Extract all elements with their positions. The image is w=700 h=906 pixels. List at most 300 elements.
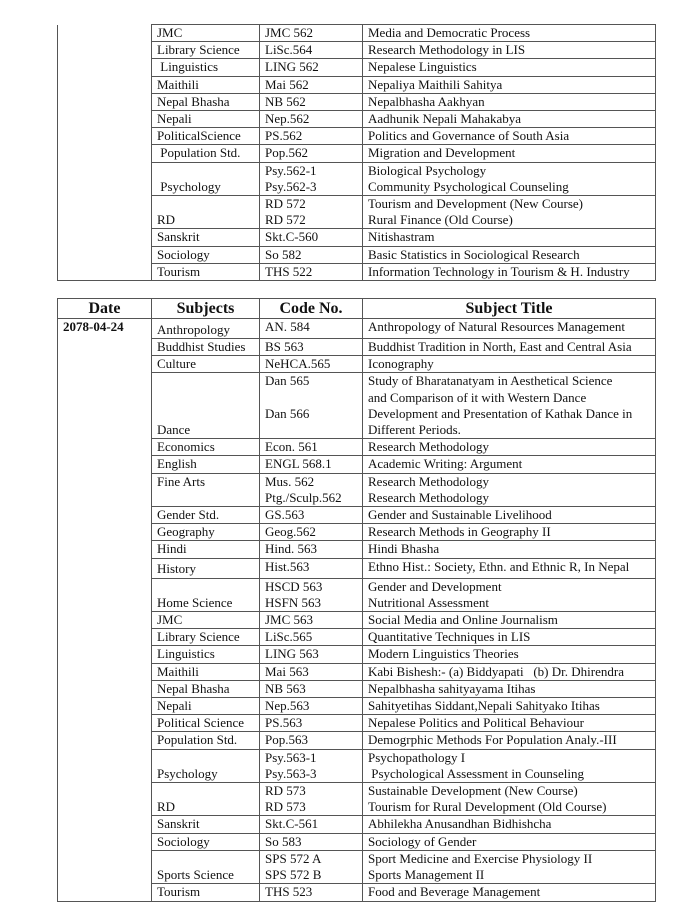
course-code: THS 522 — [265, 263, 313, 279]
code-cell — [260, 884, 363, 901]
subject-cell: Tourism — [152, 884, 260, 901]
course-code: SPS 572 B — [265, 867, 322, 883]
course-code: LiSc.565 — [265, 629, 313, 645]
subject-title: Information Technology in Tourism & H. Industry — [368, 263, 630, 279]
table-row — [58, 715, 656, 732]
table-row — [58, 558, 656, 578]
title-cell — [363, 749, 656, 782]
course-code: Dan 566 — [265, 405, 310, 421]
code-cell — [260, 473, 363, 506]
code-cell — [260, 749, 363, 782]
date-cell-empty — [58, 76, 152, 93]
subject-title: Sport Medicine and Exercise Physiology II — [368, 850, 593, 866]
title-cell — [363, 145, 656, 162]
title-cell — [363, 373, 656, 439]
subject-cell: Economics — [152, 439, 260, 456]
subject-cell: Hindi — [152, 541, 260, 558]
table-row — [58, 42, 656, 59]
table-row — [58, 339, 656, 356]
title-cell — [363, 612, 656, 629]
table-row — [58, 749, 656, 782]
title-cell — [363, 319, 656, 339]
date-cell-empty — [58, 507, 152, 524]
course-code: NB 562 — [265, 93, 306, 109]
code-cell — [260, 246, 363, 263]
course-code: Pop.563 — [265, 732, 308, 748]
table-row — [58, 629, 656, 646]
subject-title: Research Methodology — [368, 439, 489, 455]
code-cell — [260, 439, 363, 456]
course-code: JMC 563 — [265, 612, 314, 628]
table-row — [58, 25, 656, 42]
date-cell-empty — [58, 816, 152, 833]
date-cell-empty — [58, 246, 152, 263]
code-cell — [260, 578, 363, 611]
course-code: PS.563 — [265, 715, 303, 731]
subject-cell: History — [152, 558, 260, 578]
table-row — [58, 578, 656, 611]
table-row — [58, 456, 656, 473]
subject-title: Iconography — [368, 356, 434, 372]
table-row — [58, 663, 656, 680]
subject-title: Sustainable Development (New Course) — [368, 783, 578, 799]
date-cell-empty — [58, 680, 152, 697]
title-cell — [363, 884, 656, 901]
code-cell — [260, 93, 363, 110]
date-cell-empty — [58, 646, 152, 663]
subject-title: Tourism for Rural Development (Old Course) — [368, 799, 607, 815]
table-row — [58, 783, 656, 816]
title-cell — [363, 162, 656, 195]
course-code: Mus. 562 — [265, 473, 315, 489]
subject-title: Sociology of Gender — [368, 833, 477, 849]
date-cell-empty — [58, 93, 152, 110]
subject-title: Hindi Bhasha — [368, 541, 440, 557]
table-row — [58, 816, 656, 833]
title-cell — [363, 339, 656, 356]
subject-title: Ethno Hist.: Society, Ethn. and Ethnic R, In Nepal — [368, 558, 630, 574]
subject-title: Different Periods. — [368, 422, 461, 438]
course-code: PS.562 — [265, 128, 303, 144]
subject-cell: JMC — [152, 612, 260, 629]
subject-cell: Home Science — [152, 578, 260, 611]
date-cell-empty — [58, 715, 152, 732]
date-cell-empty — [58, 698, 152, 715]
title-cell — [363, 783, 656, 816]
table-row — [58, 356, 656, 373]
date-cell-empty — [58, 884, 152, 901]
code-cell — [260, 356, 363, 373]
subject-title: Migration and Development — [368, 145, 516, 161]
subject-title: Politics and Governance of South Asia — [368, 128, 570, 144]
course-code: Mai 562 — [265, 76, 309, 92]
title-cell — [363, 507, 656, 524]
subject-title: Gender and Development — [368, 578, 502, 594]
course-code — [265, 390, 357, 406]
course-code: RD 572 — [265, 212, 306, 228]
subject-cell: Gender Std. — [152, 507, 260, 524]
title-cell — [363, 629, 656, 646]
date-cell-empty — [58, 578, 152, 611]
code-cell — [260, 76, 363, 93]
subject-title: Nepalbhasha Aakhyan — [368, 93, 485, 109]
course-code: LING 563 — [265, 646, 319, 662]
subject-title: Tourism and Development (New Course) — [368, 196, 583, 212]
course-code: NeHCA.565 — [265, 356, 331, 372]
subject-cell: Geography — [152, 524, 260, 541]
date-cell-empty — [58, 850, 152, 883]
date-cell-empty — [58, 439, 152, 456]
code-cell — [260, 629, 363, 646]
course-code: Hist.563 — [265, 558, 310, 574]
table-row — [58, 680, 656, 697]
code-cell — [260, 145, 363, 162]
course-code: Psy.563-1 — [265, 749, 317, 765]
subject-title: Community Psychological Counseling — [368, 178, 569, 194]
subject-title: Nepalese Linguistics — [368, 59, 477, 75]
title-cell — [363, 356, 656, 373]
code-cell — [260, 507, 363, 524]
course-code: Skt.C-560 — [265, 229, 319, 245]
title-cell — [363, 59, 656, 76]
date-cell-empty — [58, 373, 152, 439]
subject-title: Sahityetihas Siddant,Nepali Sahityako Itihas — [368, 698, 600, 714]
subject-cell: Library Science — [152, 42, 260, 59]
code-cell — [260, 229, 363, 246]
title-cell — [363, 698, 656, 715]
course-code: GS.563 — [265, 507, 305, 523]
header-date: Date — [58, 299, 152, 319]
subject-title: Academic Writing: Argument — [368, 456, 523, 472]
subject-cell: Linguistics — [152, 59, 260, 76]
course-code: HSCD 563 — [265, 578, 323, 594]
subject-title: Psychopathology I — [368, 749, 466, 765]
course-code: Hind. 563 — [265, 541, 317, 557]
subject-cell: English — [152, 456, 260, 473]
table-row — [58, 732, 656, 749]
course-code: LING 562 — [265, 59, 319, 75]
title-cell — [363, 715, 656, 732]
subject-title: Research Methodology in LIS — [368, 42, 526, 58]
table-row — [58, 524, 656, 541]
title-cell — [363, 229, 656, 246]
table-row — [58, 612, 656, 629]
course-code: Pop.562 — [265, 145, 308, 161]
subject-cell: Sanskrit — [152, 816, 260, 833]
title-cell — [363, 473, 656, 506]
course-code: Psy.562-1 — [265, 162, 317, 178]
table-row — [58, 373, 656, 439]
subject-title: Demogrphic Methods For Population Analy.-III — [368, 732, 617, 748]
subject-title: Buddhist Tradition in North, East and Central Asia — [368, 339, 632, 354]
table-row — [58, 263, 656, 280]
subject-cell: Linguistics — [152, 646, 260, 663]
table-row — [58, 833, 656, 850]
subject-cell: Sociology — [152, 833, 260, 850]
date-cell-empty — [58, 732, 152, 749]
code-cell — [260, 816, 363, 833]
date-cell-empty — [58, 541, 152, 558]
table-row — [58, 162, 656, 195]
exam-schedule-table — [57, 298, 656, 902]
date-cell-empty — [58, 663, 152, 680]
table-row — [58, 507, 656, 524]
date-cell-empty — [58, 629, 152, 646]
code-cell — [260, 319, 363, 339]
date-cell-empty — [58, 162, 152, 195]
subject-title: Biological Psychology — [368, 162, 487, 178]
table-row — [58, 246, 656, 263]
table-row — [58, 473, 656, 506]
course-code: BS 563 — [265, 339, 304, 354]
subject-title: Nepaliya Maithili Sahitya — [368, 76, 503, 92]
title-cell — [363, 246, 656, 263]
subject-cell: Maithili — [152, 663, 260, 680]
date-cell-empty — [58, 833, 152, 850]
date-cell-empty — [58, 263, 152, 280]
header-code: Code No. — [260, 299, 363, 319]
table-row — [58, 541, 656, 558]
date-cell-empty — [58, 473, 152, 506]
title-cell — [363, 439, 656, 456]
table-row — [58, 439, 656, 456]
course-code: Nep.563 — [265, 698, 310, 714]
code-cell — [260, 42, 363, 59]
code-cell — [260, 833, 363, 850]
code-cell — [260, 663, 363, 680]
subject-cell: Anthropology — [152, 319, 260, 339]
table-row — [58, 698, 656, 715]
subject-title: Modern Linguistics Theories — [368, 646, 519, 662]
exam-date: 2078-04-24 — [58, 319, 152, 339]
subject-cell: Population Std. — [152, 732, 260, 749]
subject-cell: Buddhist Studies — [152, 339, 260, 356]
subject-title: Sports Management II — [368, 867, 485, 883]
code-cell — [260, 373, 363, 439]
course-code: Geog.562 — [265, 524, 316, 540]
subject-cell: PoliticalScience — [152, 128, 260, 145]
table-row — [58, 319, 656, 339]
subject-cell: Sanskrit — [152, 229, 260, 246]
header-subjects: Subjects — [152, 299, 260, 319]
date-cell-empty — [58, 749, 152, 782]
date-cell-empty — [58, 25, 152, 42]
date-cell-empty — [58, 42, 152, 59]
subject-cell: Nepali — [152, 111, 260, 128]
date-cell-empty — [58, 229, 152, 246]
title-cell — [363, 93, 656, 110]
exam-schedule-table-continued — [57, 24, 656, 281]
course-code — [265, 422, 357, 438]
course-code: ENGL 568.1 — [265, 456, 332, 472]
course-code: So 582 — [265, 246, 302, 262]
title-cell — [363, 524, 656, 541]
date-cell-empty — [58, 456, 152, 473]
subject-title: Anthropology of Natural Resources Management — [368, 319, 626, 334]
subject-title: Rural Finance (Old Course) — [368, 212, 513, 228]
subject-cell: Nepali — [152, 698, 260, 715]
subject-cell: Population Std. — [152, 145, 260, 162]
course-code: So 583 — [265, 833, 302, 849]
title-cell — [363, 42, 656, 59]
subject-title: Research Methods in Geography II — [368, 524, 551, 540]
course-code: HSFN 563 — [265, 594, 321, 610]
header-subject-title: Subject Title — [363, 299, 656, 319]
subject-title: Aadhunik Nepali Mahakabya — [368, 111, 522, 127]
title-cell — [363, 646, 656, 663]
subject-title: Study of Bharatanatyam in Aesthetical Science — [368, 373, 613, 389]
date-cell-empty — [58, 111, 152, 128]
date-cell-empty — [58, 196, 152, 229]
date-cell-empty — [58, 783, 152, 816]
table-header-row — [58, 299, 656, 319]
date-cell-empty — [58, 145, 152, 162]
code-cell — [260, 558, 363, 578]
table-row — [58, 884, 656, 901]
subject-cell: Psychology — [152, 749, 260, 782]
date-cell-empty — [58, 128, 152, 145]
subject-title: and Comparison of it with Western Dance — [368, 389, 587, 405]
course-code: LiSc.564 — [265, 42, 313, 58]
title-cell — [363, 816, 656, 833]
subject-title: Abhilekha Anusandhan Bidhishcha — [368, 816, 552, 832]
title-cell — [363, 558, 656, 578]
date-cell-empty — [58, 339, 152, 356]
subject-title: Media and Democratic Process — [368, 25, 531, 40]
subject-title: Nepalbhasha sahityayama Itihas — [368, 680, 536, 696]
subject-cell: Psychology — [152, 162, 260, 195]
code-cell — [260, 680, 363, 697]
subject-cell: RD — [152, 196, 260, 229]
table-row — [58, 128, 656, 145]
title-cell — [363, 680, 656, 697]
course-code: AN. 584 — [265, 319, 310, 334]
title-cell — [363, 833, 656, 850]
code-cell — [260, 111, 363, 128]
code-cell — [260, 162, 363, 195]
subject-cell: Dance — [152, 373, 260, 439]
subject-cell: Culture — [152, 356, 260, 373]
code-cell — [260, 698, 363, 715]
course-code: THS 523 — [265, 884, 313, 900]
table-row — [58, 196, 656, 229]
subject-title: Psychological Assessment in Counseling — [368, 765, 584, 781]
date-cell-empty — [58, 59, 152, 76]
course-code: RD 573 — [265, 783, 306, 799]
table-row — [58, 76, 656, 93]
table-row — [58, 229, 656, 246]
code-cell — [260, 456, 363, 473]
course-code: JMC 562 — [265, 25, 314, 40]
code-cell — [260, 524, 363, 541]
title-cell — [363, 111, 656, 128]
course-code: RD 572 — [265, 196, 306, 212]
subject-title: Quantitative Techniques in LIS — [368, 629, 531, 645]
subject-title: Nitishastram — [368, 229, 435, 245]
title-cell — [363, 732, 656, 749]
date-cell-empty — [58, 558, 152, 578]
title-cell — [363, 263, 656, 280]
code-cell — [260, 612, 363, 629]
course-code: Skt.C-561 — [265, 816, 319, 832]
code-cell — [260, 783, 363, 816]
code-cell — [260, 850, 363, 883]
subject-cell: Sports Science — [152, 850, 260, 883]
title-cell — [363, 128, 656, 145]
subject-cell: Maithili — [152, 76, 260, 93]
subject-title: Basic Statistics in Sociological Research — [368, 246, 580, 262]
table-row — [58, 145, 656, 162]
course-code: Nep.562 — [265, 111, 310, 127]
subject-title: Social Media and Online Journalism — [368, 612, 558, 628]
subject-cell: Tourism — [152, 263, 260, 280]
code-cell — [260, 339, 363, 356]
course-code: RD 573 — [265, 799, 306, 815]
date-cell-empty — [58, 356, 152, 373]
table-row — [58, 850, 656, 883]
course-code: SPS 572 A — [265, 850, 322, 866]
title-cell — [363, 663, 656, 680]
course-code: Econ. 561 — [265, 439, 318, 455]
code-cell — [260, 59, 363, 76]
course-code: NB 563 — [265, 680, 306, 696]
subject-title: Nepalese Politics and Political Behaviour — [368, 715, 584, 731]
title-cell — [363, 76, 656, 93]
subject-title: Gender and Sustainable Livelihood — [368, 507, 552, 523]
date-cell-empty — [58, 524, 152, 541]
subject-title: Food and Beverage Management — [368, 884, 541, 900]
code-cell — [260, 732, 363, 749]
subject-title: Research Methodology — [368, 473, 489, 489]
code-cell — [260, 541, 363, 558]
title-cell — [363, 25, 656, 42]
title-cell — [363, 196, 656, 229]
course-code: Dan 565 — [265, 373, 310, 389]
date-cell-empty — [58, 612, 152, 629]
course-code: Psy.562-3 — [265, 178, 317, 194]
title-cell — [363, 456, 656, 473]
table-row — [58, 111, 656, 128]
subject-title: Development and Presentation of Kathak Dance in — [368, 405, 633, 421]
course-code: Psy.563-3 — [265, 765, 317, 781]
subject-title: Kabi Bishesh:- (a) Biddyapati (b) Dr. Dhirendra — [368, 663, 624, 679]
code-cell — [260, 196, 363, 229]
subject-cell: JMC — [152, 25, 260, 42]
title-cell — [363, 850, 656, 883]
subject-cell: Political Science — [152, 715, 260, 732]
title-cell — [363, 541, 656, 558]
subject-cell: Fine Arts — [152, 473, 260, 506]
subject-title: Research Methodology — [368, 489, 489, 505]
table-row — [58, 59, 656, 76]
code-cell — [260, 128, 363, 145]
code-cell — [260, 25, 363, 42]
title-cell — [363, 578, 656, 611]
subject-title: Nutritional Assessment — [368, 594, 489, 610]
course-code: Ptg./Sculp.562 — [265, 489, 342, 505]
code-cell — [260, 715, 363, 732]
subject-cell: Nepal Bhasha — [152, 93, 260, 110]
subject-cell: Library Science — [152, 629, 260, 646]
code-cell — [260, 646, 363, 663]
code-cell — [260, 263, 363, 280]
subject-cell: Nepal Bhasha — [152, 680, 260, 697]
table-row — [58, 646, 656, 663]
course-code: Mai 563 — [265, 663, 309, 679]
subject-cell: RD — [152, 783, 260, 816]
table-row — [58, 93, 656, 110]
subject-cell: Sociology — [152, 246, 260, 263]
